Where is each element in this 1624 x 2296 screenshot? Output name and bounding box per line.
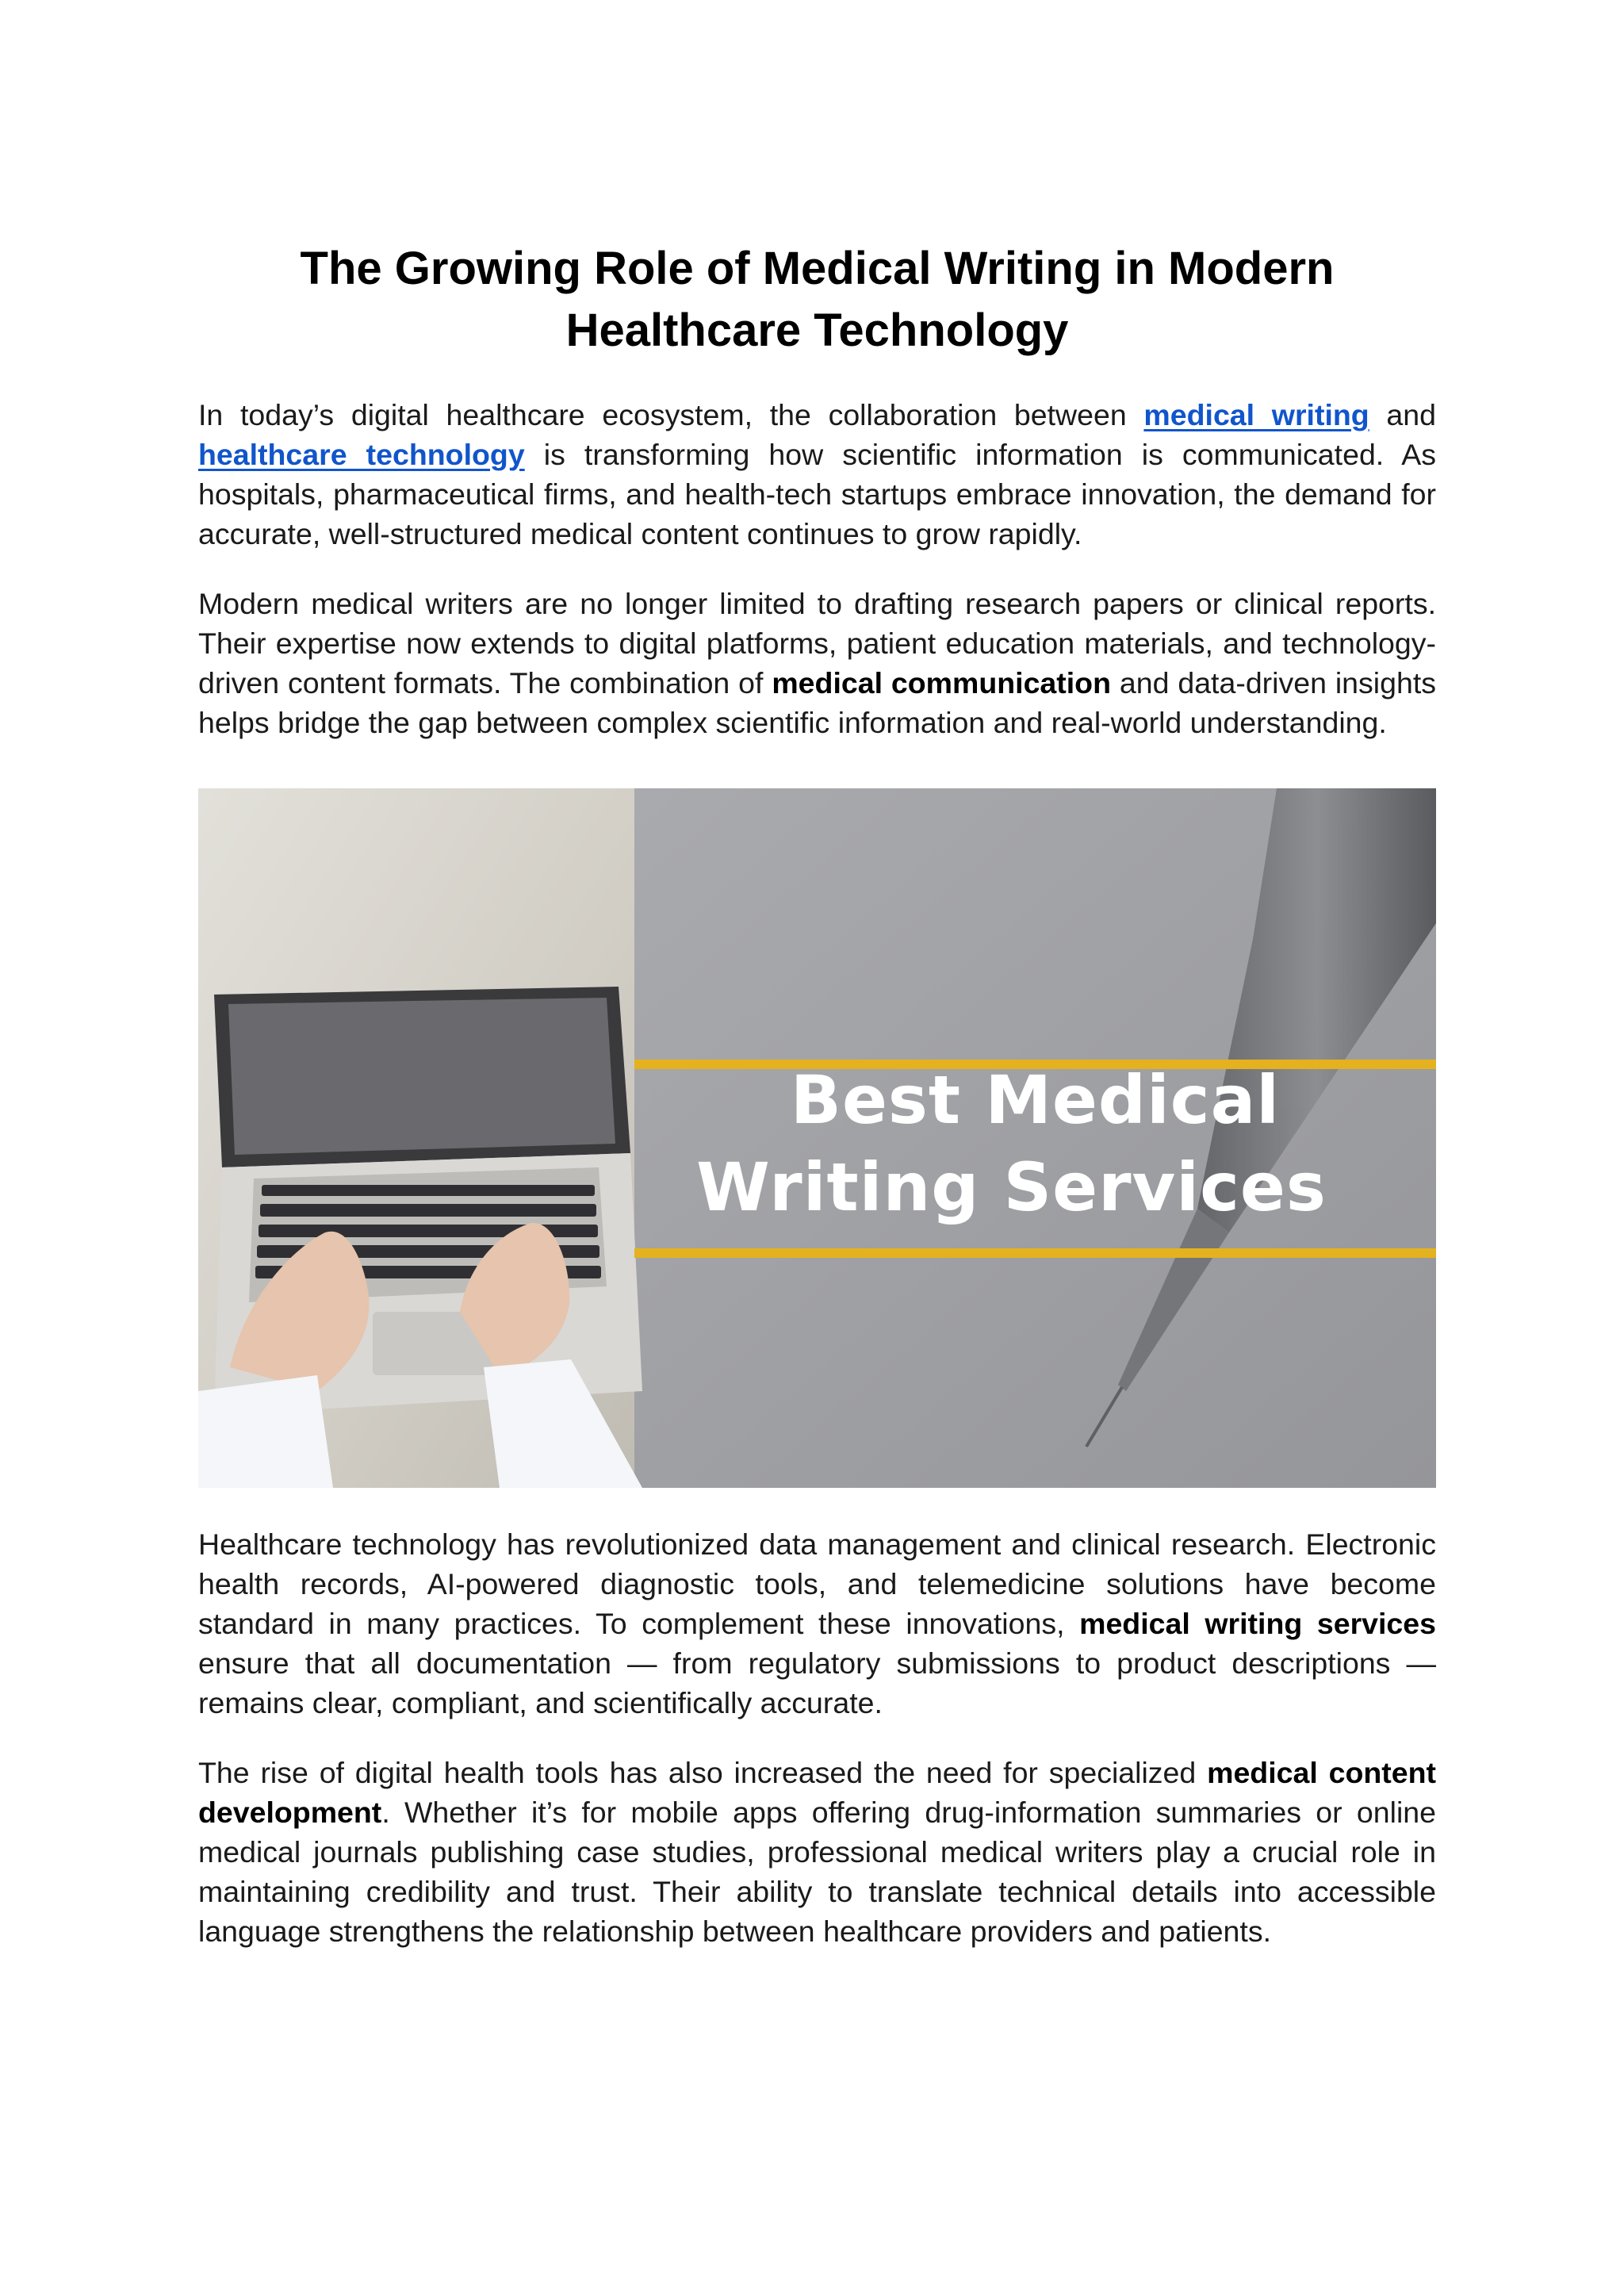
text-span: Healthcare technology has revolutionized data management and clinical research. Electronic health records, AI-powered diagnostic tools, and telemedicine solutions have become standard in many practices. To complement these innovations,	[198, 1527, 1436, 1640]
text-span: and data-driven insights helps bridge the gap between complex scientific information and real-world understanding.	[198, 666, 1436, 739]
banner-line-1: Best Medical	[790, 1061, 1281, 1139]
text-span: The rise of digital health tools has also increased the need for specialized	[198, 1756, 1208, 1789]
technology-paragraph	[198, 1524, 1436, 1723]
bold-term: medical communication	[772, 666, 1111, 700]
writers-paragraph	[198, 584, 1436, 742]
accent-bar-bottom	[634, 1248, 1436, 1258]
text-span: Modern medical writers are no longer limited to drafting research papers or clinical reports. Their expertise now extends to digital platforms, patient education materials, and technology-driven content formats. The combination of	[198, 587, 1436, 700]
bold-term: medical writing services	[1079, 1607, 1436, 1640]
intro-paragraph	[198, 395, 1436, 554]
medical-writing-link[interactable]: medical writing	[1143, 398, 1369, 431]
banner-line-2: Writing Services	[696, 1148, 1327, 1226]
healthcare-technology-link[interactable]: healthcare technology	[198, 438, 525, 471]
text-span: and	[1369, 398, 1436, 431]
page-title	[198, 238, 1436, 362]
title-line-1: The Growing Role of Medical Writing in Modern	[300, 243, 1335, 294]
text-span: is transforming how scientific information is communicated. As hospitals, pharmaceutical firms, and health-tech startups embrace innovation, the demand for accurate, well-structured medical content continues to grow rapidly.	[198, 438, 1436, 550]
banner-heading	[634, 1056, 1436, 1231]
digital-tools-paragraph	[198, 1753, 1436, 1951]
text-span: In today’s digital healthcare ecosystem, the collaboration between	[198, 398, 1144, 431]
title-line-2: Healthcare Technology	[565, 305, 1069, 356]
text-span: ensure that all documentation — from regulatory submissions to product descriptions — remains clear, compliant, and scientifically accurate.	[198, 1646, 1436, 1719]
bold-term: medical content development	[198, 1756, 1436, 1829]
document-page	[198, 238, 1436, 1951]
banner-image	[198, 788, 1436, 1488]
text-span: . Whether it’s for mobile apps offering drug-information summaries or online medical journals publishing case studies, professional medical writers play a crucial role in maintaining credibility and trust. Their ability to translate technical details into accessible language strengthens the relationship between healthcare providers and patients.	[198, 1796, 1436, 1948]
